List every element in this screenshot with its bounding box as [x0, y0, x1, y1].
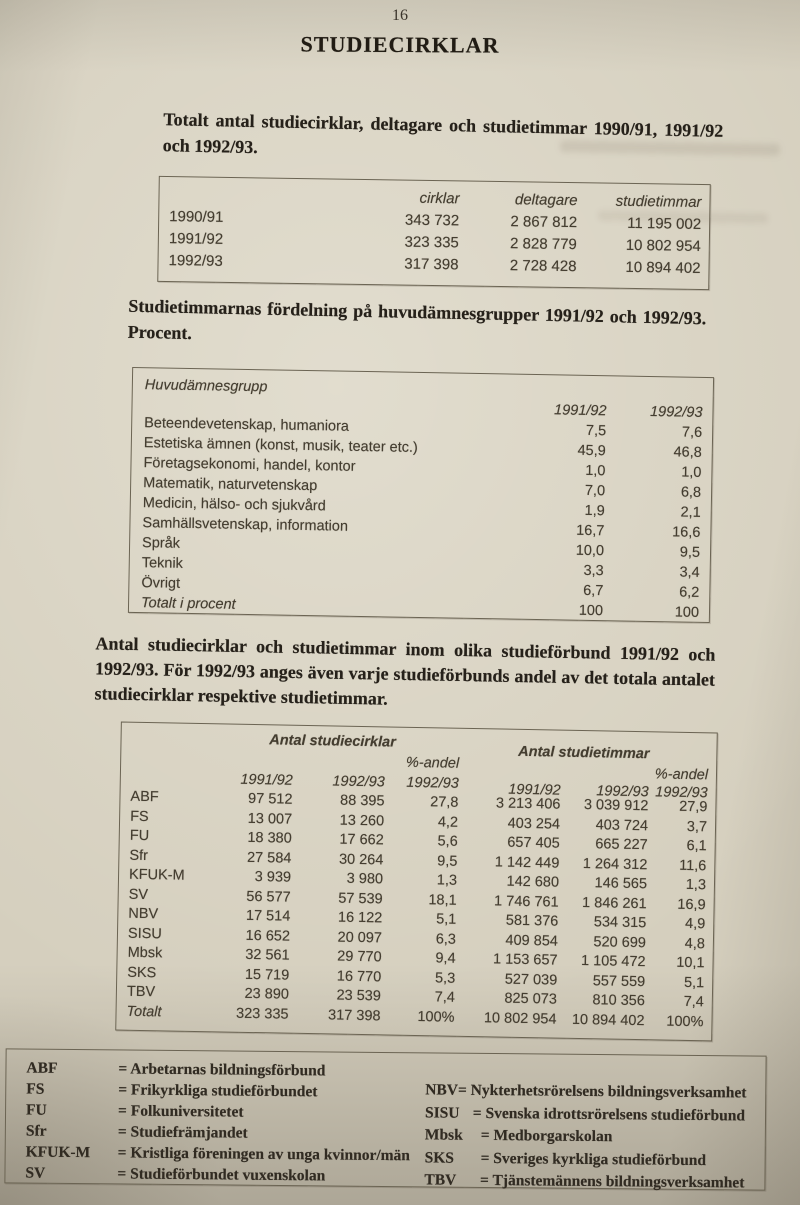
cell: 6,8 — [680, 484, 702, 501]
cell: 810 356 — [592, 992, 645, 1010]
subject-label: Företagsekonomi, handel, kontor — [143, 455, 356, 475]
cell: 317 398 — [404, 255, 459, 274]
cell: 142 680 — [506, 873, 560, 891]
legend-abbr: Mbsk — [424, 1126, 463, 1144]
col-header-year: 1992/93 — [332, 772, 385, 790]
empty-cell — [131, 728, 205, 750]
federation-name: NBV — [128, 905, 159, 923]
cell: 4,9 — [684, 915, 706, 933]
cell: 27 584 — [246, 849, 292, 867]
year-cell: 1991/92 — [168, 230, 224, 248]
cell: 520 699 — [593, 933, 647, 951]
cell: 5,3 — [434, 969, 456, 987]
legend-abbr: ABF — [26, 1059, 58, 1077]
legend-abbr: TBV — [424, 1171, 457, 1189]
federations-heading: Antal studiecirklar och studietimmar inom olika studieförbund 1991/92 och 1992/93. För 1992/93 anges även varje studieförbunds andel av det totala antalet studiecirklar respektive studietimmar. — [94, 633, 716, 709]
col-header-year — [561, 776, 649, 800]
cell: 57 539 — [338, 890, 383, 907]
col-header-deltagare: deltagare — [514, 191, 578, 210]
legend-definition: = Folkuniversitetet — [117, 1102, 244, 1121]
cell: 23 890 — [244, 985, 290, 1003]
cell: 10 802 954 — [483, 1009, 557, 1028]
cell: 581 376 — [505, 912, 559, 930]
cell: 403 724 — [595, 816, 649, 834]
subject-label: Övrigt — [141, 575, 181, 592]
cell: 1 746 761 — [493, 892, 559, 911]
cell: 3 939 — [254, 869, 292, 886]
cell: 557 559 — [592, 972, 646, 990]
total-label: Totalt — [126, 1003, 162, 1020]
totals-table-grid — [168, 184, 701, 280]
cell: 7,4 — [434, 989, 456, 1006]
cell: 32 561 — [245, 946, 290, 964]
legend-abbr: FS — [26, 1080, 45, 1098]
col-header-label: 1991/92 — [508, 781, 561, 799]
cell: 10,0 — [575, 542, 605, 560]
federation-name: FU — [129, 827, 150, 845]
cell: 13 260 — [339, 812, 385, 829]
col-header-cirklar: cirklar — [419, 189, 460, 208]
cell: 6,7 — [583, 582, 604, 600]
legend-item — [425, 1124, 745, 1150]
cell: 16,6 — [672, 524, 701, 541]
col-header-label: 1992/93 — [596, 782, 649, 800]
legend-abbr: NBV — [425, 1081, 459, 1099]
federations-table-grid — [126, 728, 708, 1033]
legend-definition: = Sveriges kyrkliga studieförbund — [480, 1149, 707, 1169]
cell: 30 264 — [338, 851, 384, 868]
legend-columns — [25, 1058, 745, 1195]
legend-definition: = Kristliga föreningen av unga kvinnor/män — [117, 1144, 411, 1165]
cell: 403 254 — [507, 815, 561, 833]
col-header-year: 1991/92 — [240, 771, 293, 789]
cell: 15 719 — [244, 966, 290, 984]
cell: 825 073 — [504, 990, 558, 1008]
legend-definition: = Svenska idrottsrörelsens studieförbund — [472, 1104, 746, 1124]
legend-left-column — [25, 1058, 425, 1192]
year-cell: 1992/93 — [168, 252, 223, 270]
legend-abbr: SKS — [424, 1148, 455, 1167]
cell: 534 315 — [593, 914, 647, 932]
cell: 16 770 — [336, 968, 382, 985]
cell: 3,7 — [686, 818, 708, 835]
cell: 1 846 261 — [581, 894, 647, 912]
subject-label: Språk — [141, 535, 181, 552]
federation-name: SISU — [127, 925, 162, 942]
legend-item — [25, 1163, 424, 1188]
cell: 9,5 — [437, 852, 458, 870]
legend-definition: = Studiefrämjandet — [117, 1123, 248, 1142]
cell: 16,9 — [677, 896, 706, 913]
cell: 1,3 — [436, 872, 458, 889]
cell: 3,4 — [679, 564, 700, 581]
cell: 5,6 — [437, 833, 458, 850]
empty-cell — [169, 184, 261, 207]
cell: 3 980 — [346, 870, 384, 888]
subject-label: Teknik — [141, 555, 184, 572]
empty-cell — [131, 768, 205, 789]
cell: 6,1 — [686, 837, 707, 855]
legend-definition: = Studieförbundet vuxenskolan — [117, 1165, 326, 1185]
subject-label: Samhällsvetenskap, information — [142, 515, 349, 535]
cell: 9,4 — [435, 950, 456, 967]
cell: 10 894 402 — [571, 1011, 645, 1029]
subjects-table-grid — [141, 373, 703, 623]
legend-item — [425, 1102, 745, 1128]
subjects-table — [128, 367, 714, 623]
cell: 2,1 — [680, 504, 701, 521]
legend-definition: = Frikyrkliga studieförbundet — [118, 1081, 318, 1101]
page-title: STUDIECIRKLAR — [300, 31, 500, 58]
cell: 27,8 — [430, 794, 459, 811]
federation-name: Sfr — [129, 847, 149, 864]
cell: 10,1 — [676, 954, 705, 972]
federation-name: SV — [128, 886, 149, 903]
cell: 6,2 — [679, 584, 700, 601]
cell: 100 — [674, 604, 700, 621]
cell: 7,4 — [683, 993, 704, 1011]
cell: 4,8 — [684, 935, 706, 952]
totals-table — [157, 176, 711, 290]
pct-header-label: %-andel — [654, 766, 709, 784]
cell: 56 577 — [246, 888, 291, 906]
group-header-label: Antal studiecirklar — [269, 732, 396, 751]
legend-abbr: Sfr — [25, 1122, 47, 1140]
page-number: 16 — [392, 7, 408, 24]
cell: 5,1 — [683, 974, 705, 991]
cell: 7,6 — [681, 424, 703, 441]
cell: 527 039 — [504, 971, 558, 989]
cell: 665 227 — [595, 836, 648, 854]
cell: 7,5 — [585, 422, 607, 440]
cell: 2 728 428 — [509, 257, 577, 276]
col-header-year: 1992/93 — [406, 774, 459, 792]
legend-item — [425, 1147, 745, 1173]
cell: 17 514 — [245, 907, 291, 925]
legend-abbr: KFUK-M — [25, 1143, 91, 1162]
cell: 1,9 — [584, 502, 605, 520]
cell: 20 097 — [337, 929, 383, 946]
cell: 16,7 — [576, 522, 605, 540]
total-label: Totalt i procent — [140, 595, 236, 613]
cell: 100% — [417, 1008, 455, 1026]
cell: 29 770 — [337, 948, 382, 966]
abbreviation-legend — [4, 1048, 766, 1190]
cell: 9,5 — [679, 544, 701, 561]
cell: 2 867 812 — [510, 213, 578, 232]
cell: 1 105 472 — [580, 953, 646, 971]
cell: 27,9 — [679, 798, 708, 816]
cell: 3 213 406 — [495, 795, 561, 813]
cell: 1,3 — [685, 876, 707, 894]
cell: 343 732 — [404, 211, 460, 230]
cell: 45,9 — [577, 442, 606, 460]
legend-abbr: SV — [25, 1164, 46, 1182]
cell: 18 380 — [247, 829, 292, 847]
cell: 1 153 657 — [492, 951, 558, 969]
cell: 88 395 — [339, 792, 385, 810]
pct-header-cirklar: %-andel — [405, 754, 460, 772]
cell: 18,1 — [428, 891, 457, 909]
col-header-1992-93: 1992/93 — [649, 403, 703, 421]
subject-label: Estetiska ämnen (konst, musik, teater etc.) — [143, 435, 418, 456]
cell: 4,2 — [437, 813, 459, 831]
cell: 10 802 954 — [625, 236, 701, 255]
cell: 100 — [578, 602, 604, 620]
col-header-1991-92: 1991/92 — [553, 402, 607, 420]
col-header-studietimmar: studietimmar — [615, 192, 702, 211]
cell: 1,0 — [681, 464, 702, 481]
col-header-year — [459, 774, 561, 799]
cell: 16 652 — [245, 927, 291, 945]
cell: 3 039 912 — [583, 797, 649, 815]
cell: 323 335 — [404, 233, 459, 252]
cell: 317 398 — [327, 1006, 381, 1024]
group-header-label: Antal studietimmar — [518, 743, 650, 762]
legend-definition: = Nykterhetsrörelsens bildningsverksamhet — [457, 1081, 747, 1102]
subject-label: Matematik, naturvetenskap — [143, 475, 318, 495]
cell: 3,3 — [583, 562, 604, 580]
cell: 23 539 — [336, 987, 382, 1005]
cell: 1,0 — [585, 462, 606, 480]
legend-abbr: SISU — [424, 1103, 460, 1122]
cell: 1 264 312 — [582, 855, 648, 873]
cell: 6,3 — [435, 930, 457, 948]
legend-definition: = Medborgarskolan — [480, 1126, 613, 1146]
cell: 146 565 — [594, 875, 648, 893]
cell: 13 007 — [247, 810, 293, 828]
cell: 46,8 — [673, 444, 702, 461]
federation-name: ABF — [130, 788, 159, 806]
cell: 323 335 — [235, 1005, 289, 1023]
cell: 17 662 — [339, 831, 384, 849]
federation-name: TBV — [126, 983, 156, 1001]
cell: 97 512 — [247, 790, 293, 808]
subject-label: Beteendevetenskap, humaniora — [144, 415, 350, 435]
cell: 5,1 — [435, 911, 457, 928]
cell: 409 854 — [505, 932, 559, 950]
cell: 16 122 — [337, 909, 383, 927]
year-cell: 1990/91 — [169, 208, 224, 226]
cell: 10 894 402 — [625, 258, 701, 277]
legend-definition: = Arbetarnas bildningsförbund — [118, 1060, 326, 1080]
subject-label: Medicin, hälso- och sjukvård — [142, 495, 326, 515]
federations-table — [115, 722, 718, 1042]
pct-header-timmar — [649, 758, 709, 784]
federation-name: KFUK-M — [128, 866, 185, 884]
subjects-heading: Studietimmarnas fördelning på huvudämnesgrupper 1991/92 och 1992/93. Procent. — [127, 295, 707, 344]
legend-abbr: FU — [25, 1101, 47, 1119]
col-header-huvudamnesgrupp: Huvudämnesgrupp — [144, 377, 268, 396]
cell: 1 142 449 — [494, 853, 560, 872]
col-header-label: 1992/93 — [655, 783, 708, 801]
federation-name: Mbsk — [127, 944, 163, 962]
federation-name: FS — [130, 808, 149, 825]
legend-definition: = Tjänstemännens bildningsverksamhet — [479, 1171, 745, 1192]
legend-right-column — [424, 1079, 745, 1195]
cell: 7,0 — [584, 482, 606, 500]
cell: 100% — [666, 1013, 704, 1030]
cell: 11 195 002 — [627, 214, 702, 233]
cell: 657 405 — [507, 834, 560, 852]
federation-name: SKS — [127, 964, 157, 981]
cell: 11,6 — [679, 857, 707, 874]
intro-paragraph: Totalt antal studiecirklar, deltagare och studietimmar 1990/91, 1991/92 och 1992/93. — [162, 109, 724, 158]
cell: 2 828 779 — [509, 235, 577, 254]
legend-item — [424, 1169, 744, 1195]
legend-item — [425, 1079, 745, 1105]
